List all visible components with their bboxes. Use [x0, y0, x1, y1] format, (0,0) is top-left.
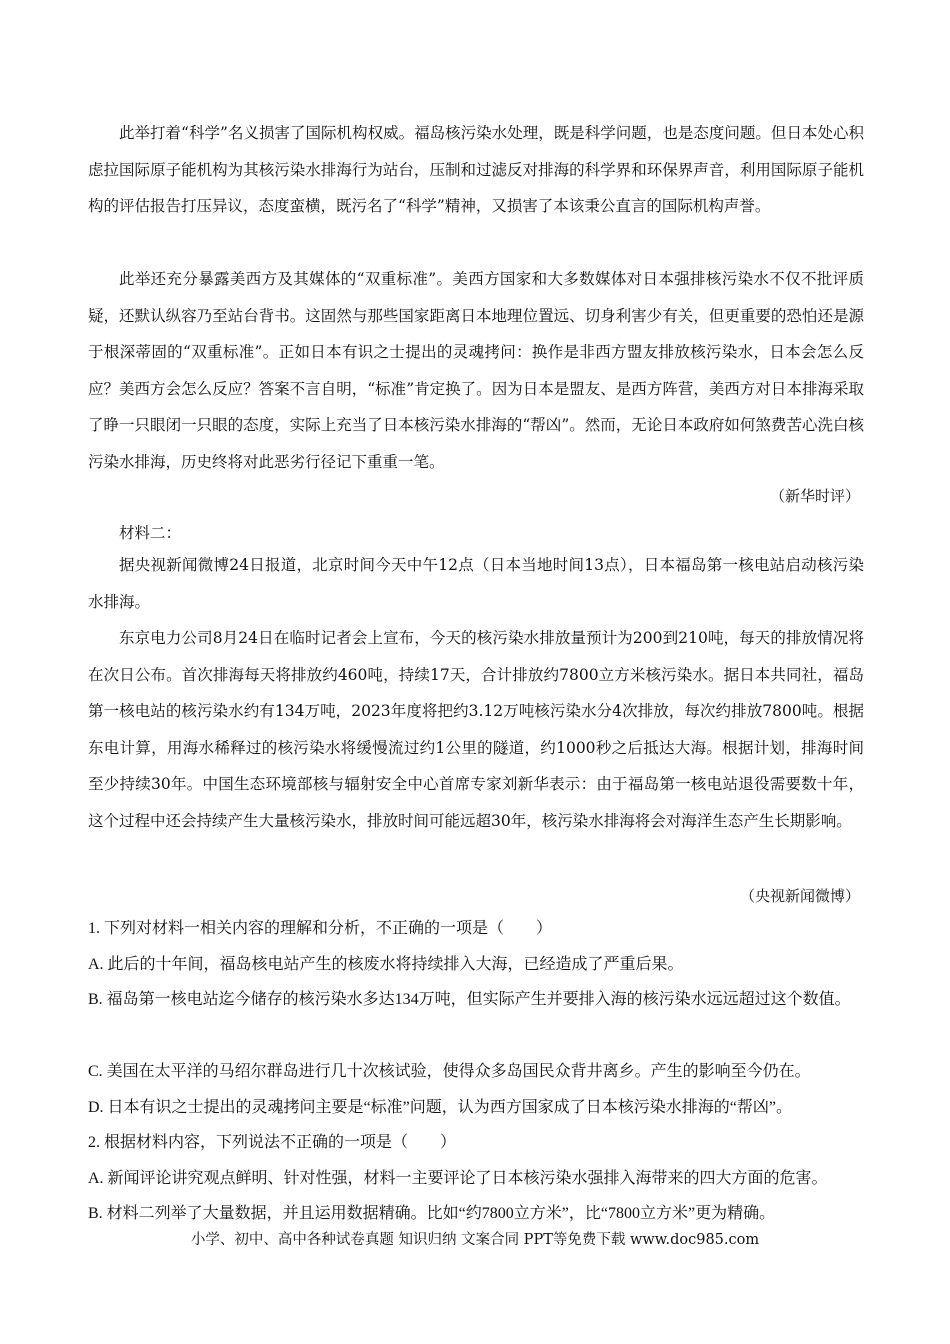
- material1-paragraph-1: 此举打着“科学”名义损害了国际机构权威。福岛核污染水处理，既是科学问题，也是态度问题。但日本处心积虑拉国际原子能机构为其核污染水排海行为站台，压制和过滤反对排海的科学界和环保界声音，利用国际原子能机构的评估报告打压异议，态度蛮横，既污名了“科学”精神，又损害了本该秉公直言的国际机构声誉。: [88, 124, 864, 215]
- question-1-stem: 1. 下列对材料一相关内容的理解和分析，不正确的一项是（ ）: [88, 920, 553, 937]
- material2-paragraph-2: 东京电力公司8月24日在临时记者会上宣布，今天的核污染水排放量预计为200到210吨，每天的排放情况将在次日公布。首次排海每天将排放约460吨，持续17天，合计排放约7800立方米核污染水。据日本共同社，福岛第一核电站的核污染水约有134万吨，2023年度将把约3.12万吨核污染水分4次排放，每次约排放7800吨。根据东电计算，用海水稀释过的核污染水将缓慢流过约1公里的隧道，约1000秒之后抵达大海。根据计划，排海时间至少持续30年。中国生态环境部核与辐射安全中心首席专家刘新华表示：由于福岛第一核电站退役需要数十年，这个过程中还会持续产生大量核污染水，排放时间可能远超30年，核污染水排海将会对海洋生态产生长期影响。: [88, 629, 864, 830]
- question-2-stem: 2. 根据材料内容，下列说法不正确的一项是（ ）: [88, 1134, 457, 1151]
- question-1-option-c: C. 美国在太平洋的马绍尔群岛进行几十次核试验，使得众多岛国民众背井离乡。产生的影响至今仍在。: [88, 1063, 811, 1080]
- material2-label: 材料二：: [119, 524, 182, 542]
- question-2-option-a: A. 新闻评论讲究观点鲜明、针对性强，材料一主要评论了日本核污染水强排入海带来的四大方面的危害。: [88, 1170, 828, 1187]
- page-footer: 小学、初中、高中各种试卷真题 知识归纳 文案合同 PPT等免费下载 www.doc985.com: [190, 1232, 760, 1248]
- material1-source: （新华时评）: [769, 487, 860, 505]
- material1-paragraph-2: 此举还充分暴露美西方及其媒体的“双重标准”。美西方国家和大多数媒体对日本强排核污染水不仅不批评质疑，还默认纵容乃至站台背书。这固然与那些国家距离日本地理位置远、切身利害少有关，但更重要的恐怕还是源于根深蒂固的“双重标准”。正如日本有识之士提出的灵魂拷问：换作是非西方盟友排放核污染水，日本会怎么反应？美西方会怎么反应？答案不言自明，“标准”肯定换了。因为日本是盟友、是西方阵营，美西方对日本排海采取了睁一只眼闭一只眼的态度，实际上充当了日本核污染水排海的“帮凶”。然而，无论日本政府如何煞费苦心洗白核污染水排海，历史终将对此恶劣行径记下重重一笔。: [88, 270, 864, 471]
- material2-source: （央视新闻微博）: [739, 887, 860, 905]
- question-1-option-a: A. 此后的十年间，福岛核电站产生的核废水将持续排入大海，已经造成了严重后果。: [88, 956, 684, 973]
- question-1-option-d: D. 日本有识之士提出的灵魂拷问主要是“标准”问题，认为西方国家成了日本核污染水排海的“帮凶”。: [88, 1099, 792, 1116]
- question-1-option-b: B. 福岛第一核电站迄今储存的核污染水多达134万吨，但实际产生并要排入海的核污染水远远超过这个数值。: [88, 991, 851, 1008]
- material2-paragraph-1: 据央视新闻微博24日报道，北京时间今天中午12点（日本当地时间13点），日本福岛第一核电站启动核污染水排海。: [88, 556, 864, 611]
- question-2-option-b: B. 材料二列举了大量数据，并且运用数据精确。比如“约7800立方米”，比“7800立方米”更为精确。: [88, 1205, 776, 1222]
